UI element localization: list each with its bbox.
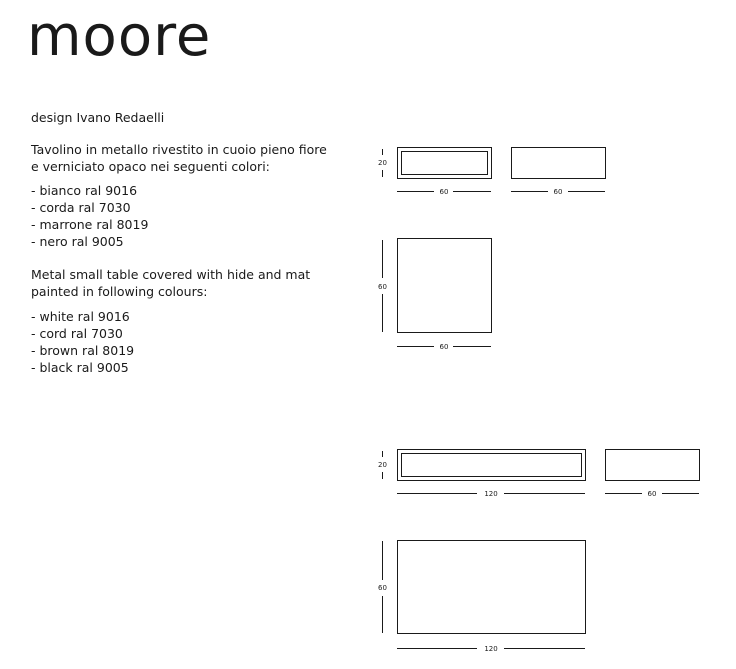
small-table-front-view [383,148,492,192]
dimension-label: 20 [378,461,387,469]
dimension-label: 120 [484,645,498,653]
product-title: moore [27,4,212,69]
english-description: Metal small table covered with hide and mat painted in following colours: [31,267,311,299]
large-table-front-view [383,450,586,494]
dimension-label: 60 [378,584,387,592]
designer-credit: design Ivano Redaelli [31,110,165,125]
color-item: - corda ral 7030 [31,200,131,215]
color-item: - marrone ral 8019 [31,217,149,232]
dimension-label: 120 [484,490,498,498]
dimension-label: 60 [647,490,657,498]
large-table-side-view [605,450,700,494]
color-item: - black ral 9005 [31,360,129,375]
color-item: - cord ral 7030 [31,326,123,341]
small-table-top-view [383,239,492,347]
color-item: - white ral 9016 [31,309,130,324]
dimension-label: 60 [439,188,449,196]
color-item: - nero ral 9005 [31,234,124,249]
dimension-label: 20 [378,159,387,167]
dimension-label: 60 [439,343,449,351]
dimension-label: 60 [553,188,563,196]
small-table-side-view [511,148,606,192]
color-item: - bianco ral 9016 [31,183,138,198]
dimension-label: 60 [378,283,387,291]
color-item: - brown ral 8019 [31,343,135,358]
italian-description: Tavolino in metallo rivestito in cuoio pieno fiore e verniciato opaco nei seguenti colori: [31,142,327,174]
large-table-top-view [383,541,586,649]
